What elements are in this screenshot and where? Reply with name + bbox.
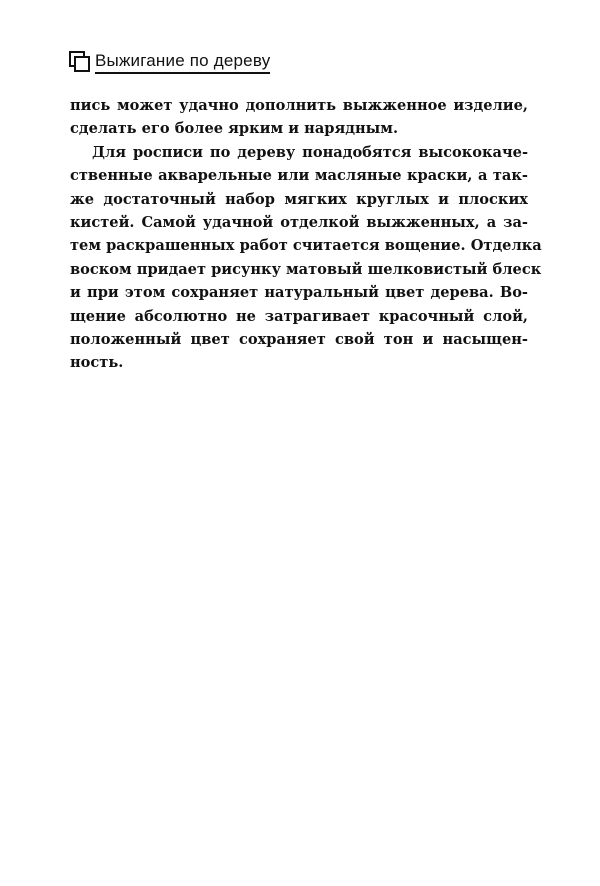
text-line: кистей. Самой удачной отделкой выжженных, а за- <box>70 214 528 232</box>
text-line: сделать его более ярким и нарядным. <box>70 120 399 138</box>
text-line: пись может удачно дополнить выжженное изделие, <box>70 97 528 114</box>
running-head-title: Выжигание по дереву <box>95 51 270 74</box>
body-text <box>70 94 542 375</box>
text-line: же достаточный набор мягких круглых и плоских <box>70 190 528 208</box>
text-line: положенный цвет сохраняет свой тон и насыщен- <box>70 331 528 349</box>
text-line: Для росписи по дереву понадобятся высококаче- <box>92 143 528 161</box>
double-square-icon <box>69 51 91 73</box>
text-line: и при этом сохраняет натуральный цвет дерева. Во- <box>70 284 528 302</box>
text-line: воском придает рисунку матовый шелковистый блеск <box>70 260 542 278</box>
running-head <box>69 48 270 76</box>
paragraph-1 <box>70 94 528 141</box>
paragraph-2 <box>70 141 542 375</box>
text-line: тем раскрашенных работ считается вощение. Отделка <box>70 237 542 255</box>
text-line: ность. <box>70 354 124 372</box>
text-line: щение абсолютно не затрагивает красочный слой, <box>70 307 528 325</box>
text-line: ственные акварельные или масляные краски, а так- <box>70 167 528 185</box>
